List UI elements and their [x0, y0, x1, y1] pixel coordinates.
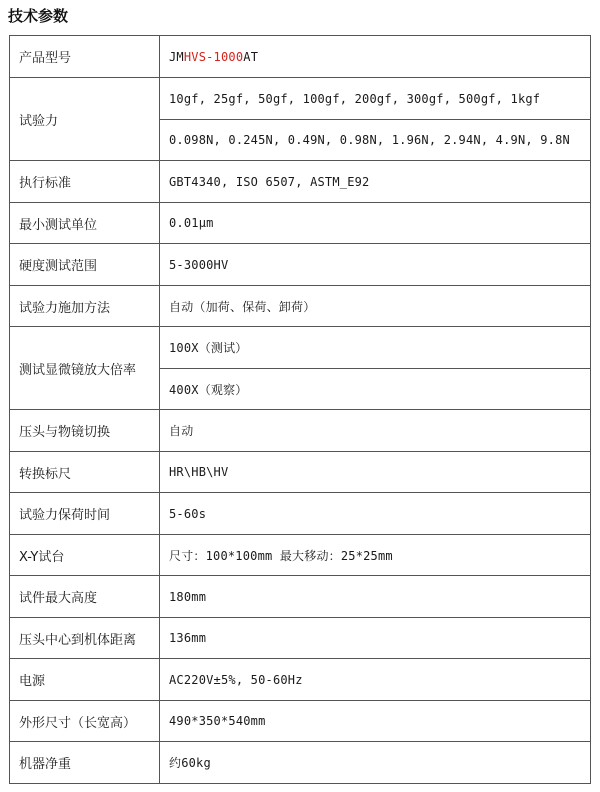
- table-row: [10, 244, 591, 286]
- table-row: [10, 659, 591, 701]
- table-row: [10, 701, 591, 742]
- row-value: GBT4340, ISO 6507, ASTM_E92: [160, 161, 591, 203]
- row-value: 490*350*540mm: [160, 701, 591, 742]
- model-value: [160, 36, 591, 78]
- row-label: 电源: [10, 659, 160, 701]
- row-label: 产品型号: [10, 36, 160, 78]
- model-suffix: AT: [243, 49, 259, 64]
- row-label: 转换标尺: [10, 452, 160, 493]
- row-label: X-Y试台: [10, 535, 160, 576]
- row-value: 100X（测试）: [160, 327, 591, 369]
- row-value: 自动（加荷、保荷、卸荷）: [160, 286, 591, 327]
- row-label: 测试显微镜放大倍率: [10, 327, 160, 410]
- table-row: [10, 36, 591, 78]
- row-value: 尺寸：100*100mm 最大移动：25*25mm: [160, 535, 591, 576]
- row-label: 试验力保荷时间: [10, 493, 160, 535]
- row-label: 硬度测试范围: [10, 244, 160, 286]
- table-row: [10, 452, 591, 493]
- table-row: [10, 535, 591, 576]
- row-value: 5-3000HV: [160, 244, 591, 286]
- table-row: [10, 161, 591, 203]
- table-row: [10, 618, 591, 659]
- spec-table: [9, 35, 591, 784]
- row-label: 执行标准: [10, 161, 160, 203]
- row-value: AC220V±5%, 50-60Hz: [160, 659, 591, 701]
- row-label: 试件最大高度: [10, 576, 160, 618]
- row-value: 0.01μm: [160, 203, 591, 244]
- model-highlight: HVS-1000: [183, 49, 244, 64]
- table-row: [10, 493, 591, 535]
- table-row: [10, 203, 591, 244]
- row-value: 5-60s: [160, 493, 591, 535]
- row-label: 机器净重: [10, 742, 160, 784]
- table-row: [10, 576, 591, 618]
- row-value: 约60kg: [160, 742, 591, 784]
- table-row: [10, 286, 591, 327]
- row-label: 最小测试单位: [10, 203, 160, 244]
- row-label: 压头中心到机体距离: [10, 618, 160, 659]
- table-row: [10, 742, 591, 784]
- row-value: 180mm: [160, 576, 591, 618]
- row-value: 10gf, 25gf, 50gf, 100gf, 200gf, 300gf, 500gf, 1kgf: [160, 78, 591, 120]
- table-row: [10, 78, 591, 120]
- row-value: 自动: [160, 410, 591, 452]
- row-value: HR\HB\HV: [160, 452, 591, 493]
- row-value: 0.098N, 0.245N, 0.49N, 0.98N, 1.96N, 2.94N, 4.9N, 9.8N: [160, 120, 591, 161]
- row-label: 试验力: [10, 78, 160, 161]
- row-label: 试验力施加方法: [10, 286, 160, 327]
- table-row: [10, 410, 591, 452]
- row-label: 外形尺寸（长宽高）: [10, 701, 160, 742]
- row-label: 压头与物镜切换: [10, 410, 160, 452]
- model-prefix: JM: [169, 49, 184, 64]
- table-row: [10, 327, 591, 369]
- row-value: 136mm: [160, 618, 591, 659]
- page-title: 技术参数: [8, 7, 69, 25]
- row-value: 400X（观察）: [160, 369, 591, 410]
